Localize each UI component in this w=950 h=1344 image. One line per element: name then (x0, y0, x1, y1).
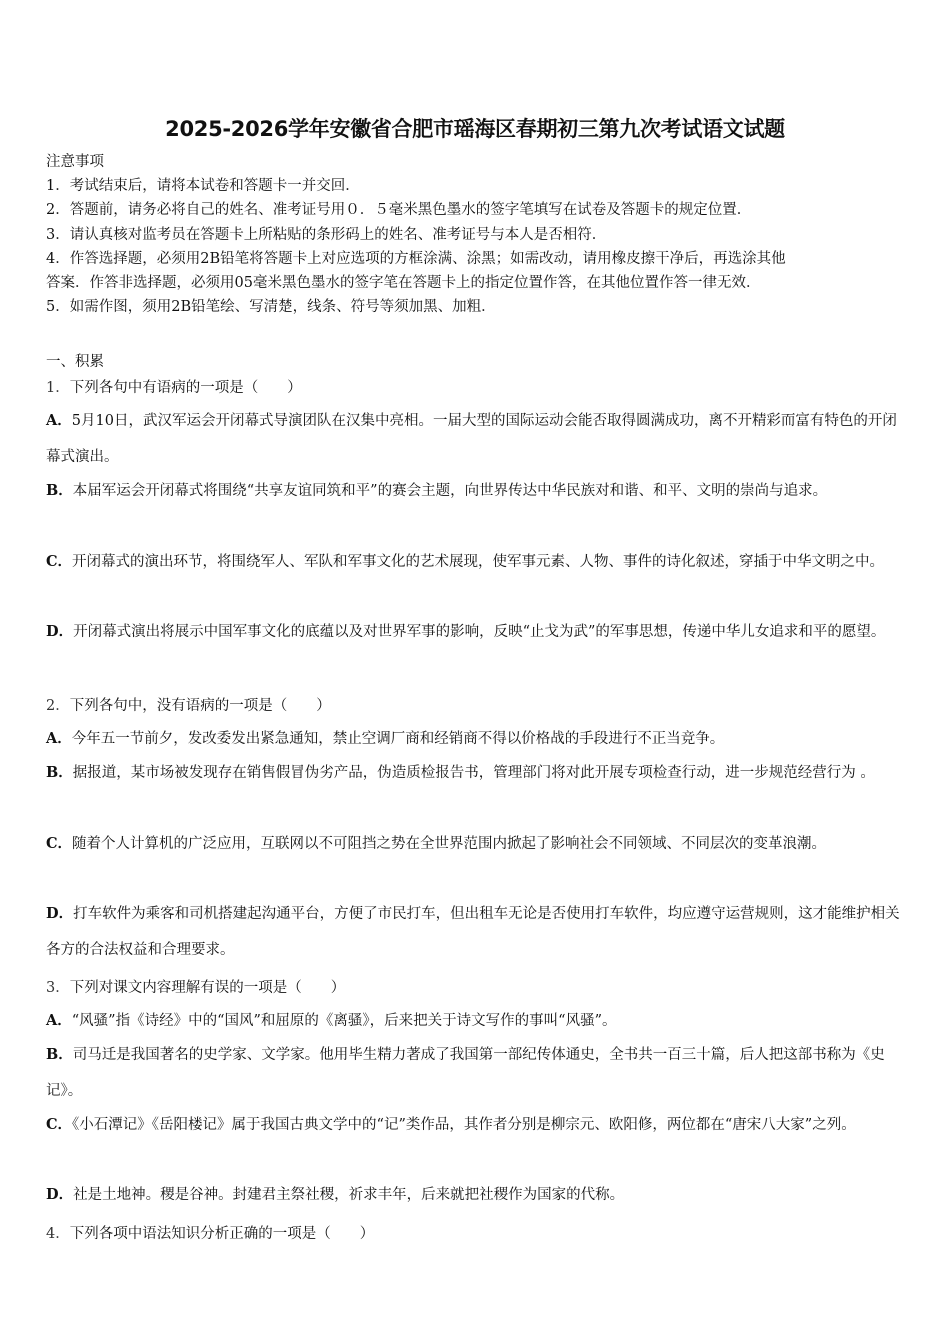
option-label: B． (46, 764, 73, 781)
answer-option (46, 403, 908, 475)
question-text: 下列各句中，没有语病的一项是（ ） (69, 698, 331, 714)
answer-option (46, 1037, 908, 1109)
answer-option (46, 1107, 908, 1143)
option-label: C． (46, 1116, 73, 1133)
answer-option (46, 1177, 908, 1213)
question-stem (46, 694, 331, 715)
question-text: 下列对课文内容理解有误的一项是（ ） (69, 980, 346, 996)
question-number: 2． (46, 698, 70, 714)
option-text: 据报道，某市场被发现存在销售假冒伪劣产品，伪造质检报告书，管理部门将对此开展专项检查行动，进一步规范经营行为 。 (72, 765, 875, 781)
answer-option (46, 1003, 908, 1039)
page-title: 2025-2026学年安徽省合肥市瑶海区春期初三第九次考试语文试题 (165, 117, 785, 141)
question-number: 4． (46, 1226, 70, 1242)
option-text: 打车软件为乘客和司机搭建起沟通平台，方便了市民打车，但出租车无论是否使用打车软件，均应遵守运营规则，这才能维护相关各方的合法权益和合理要求。 (46, 906, 900, 958)
question-text: 下列各句中有语病的一项是（ ） (69, 380, 302, 396)
option-text: 社是土地神。稷是谷神。封建君主祭社稷，祈求丰年，后来就把社稷作为国家的代称。 (73, 1187, 625, 1203)
notice-line: 1．考试结束后，请将本试卷和答题卡一并交回． (46, 178, 360, 195)
option-text: 开闭幕式演出将展示中国军事文化的底蕴以及对世界军事的影响，反映“止戈为武”的军事思想，传递中华儿女追求和平的愿望。 (73, 624, 886, 640)
question-number: 3． (46, 980, 70, 996)
option-label: A． (46, 412, 72, 429)
option-text: 《小石潭记》《岳阳楼记》属于我国古典文学中的“记”类作品，其作者分别是柳宗元、欧阳修，两位都在“唐宋八大家”之列。 (72, 1117, 856, 1133)
option-label: C． (46, 553, 73, 570)
section-heading: 一、积累 (46, 354, 104, 370)
answer-option (46, 614, 908, 650)
notice-block (46, 150, 906, 319)
notice-heading: 注意事项 (46, 154, 104, 170)
answer-option (46, 544, 908, 580)
option-label: D． (46, 623, 74, 640)
question-number: 1． (46, 380, 70, 396)
option-text: 司马迁是我国著名的史学家、文学家。他用毕生精力著成了我国第一部纪传体通史，全书共一百三十篇，后人把这部书称为《史记》。 (46, 1047, 885, 1099)
notice-line: 答案．作答非选择题，必须用05毫米黑色墨水的签字笔在答题卡上的指定位置作答，在其他位置作答一律无效． (46, 275, 761, 292)
question-stem (46, 1222, 374, 1243)
answer-option (46, 896, 908, 968)
option-label: C． (46, 835, 73, 852)
question-stem (46, 976, 345, 997)
option-label: B． (46, 1046, 73, 1063)
option-text: 随着个人计算机的广泛应用，互联网以不可阻挡之势在全世界范围内掀起了影响社会不同领域、不同层次的变革浪潮。 (72, 836, 827, 852)
answer-option (46, 755, 908, 791)
option-text: “风骚”指《诗经》中的“国风”和屈原的《离骚》，后来把关于诗文写作的事叫“风骚”。 (71, 1013, 617, 1029)
question-stem (46, 376, 302, 397)
option-text: 开闭幕式的演出环节，将围绕军人、军队和军事文化的艺术展现，使军事元素、人物、事件的诗化叙述，穿插于中华文明之中。 (72, 554, 885, 570)
notice-line: 5．如需作图，须用2B铅笔绘、写清楚，线条、符号等须加黑、加粗． (46, 299, 496, 316)
option-label: D． (46, 905, 74, 922)
notice-line: 4．作答选择题，必须用2B铅笔将答题卡上对应选项的方框涂满、涂黑；如需改动，请用橡皮擦干净后，再选涂其他 (46, 250, 786, 267)
option-label: A． (46, 1012, 72, 1029)
notice-line: 2．答题前，请务必将自己的姓名、准考证号用０．５毫米黑色墨水的签字笔填写在试卷及答题卡的规定位置． (46, 202, 752, 219)
answer-option (46, 473, 908, 509)
option-label: A． (46, 730, 72, 747)
option-label: B． (46, 482, 73, 499)
option-text: 本届军运会开闭幕式将围绕“共享友谊同筑和平”的赛会主题，向世界传达中华民族对和谐、和平、文明的崇尚与追求。 (72, 483, 828, 499)
answer-option (46, 721, 908, 757)
option-label: D． (46, 1186, 74, 1203)
option-text: 5月10日，武汉军运会开闭幕式导演团队在汉集中亮相。一届大型的国际运动会能否取得圆满成功，离不开精彩而富有特色的开闭幕式演出。 (46, 413, 897, 465)
notice-line: 3．请认真核对监考员在答题卡上所粘贴的条形码上的姓名、准考证号与本人是否相符． (46, 226, 607, 243)
option-text: 今年五一节前夕，发改委发出紧急通知，禁止空调厂商和经销商不得以价格战的手段进行不正当竞争。 (71, 731, 725, 747)
question-text: 下列各项中语法知识分析正确的一项是（ ） (69, 1226, 375, 1242)
answer-option (46, 826, 908, 862)
